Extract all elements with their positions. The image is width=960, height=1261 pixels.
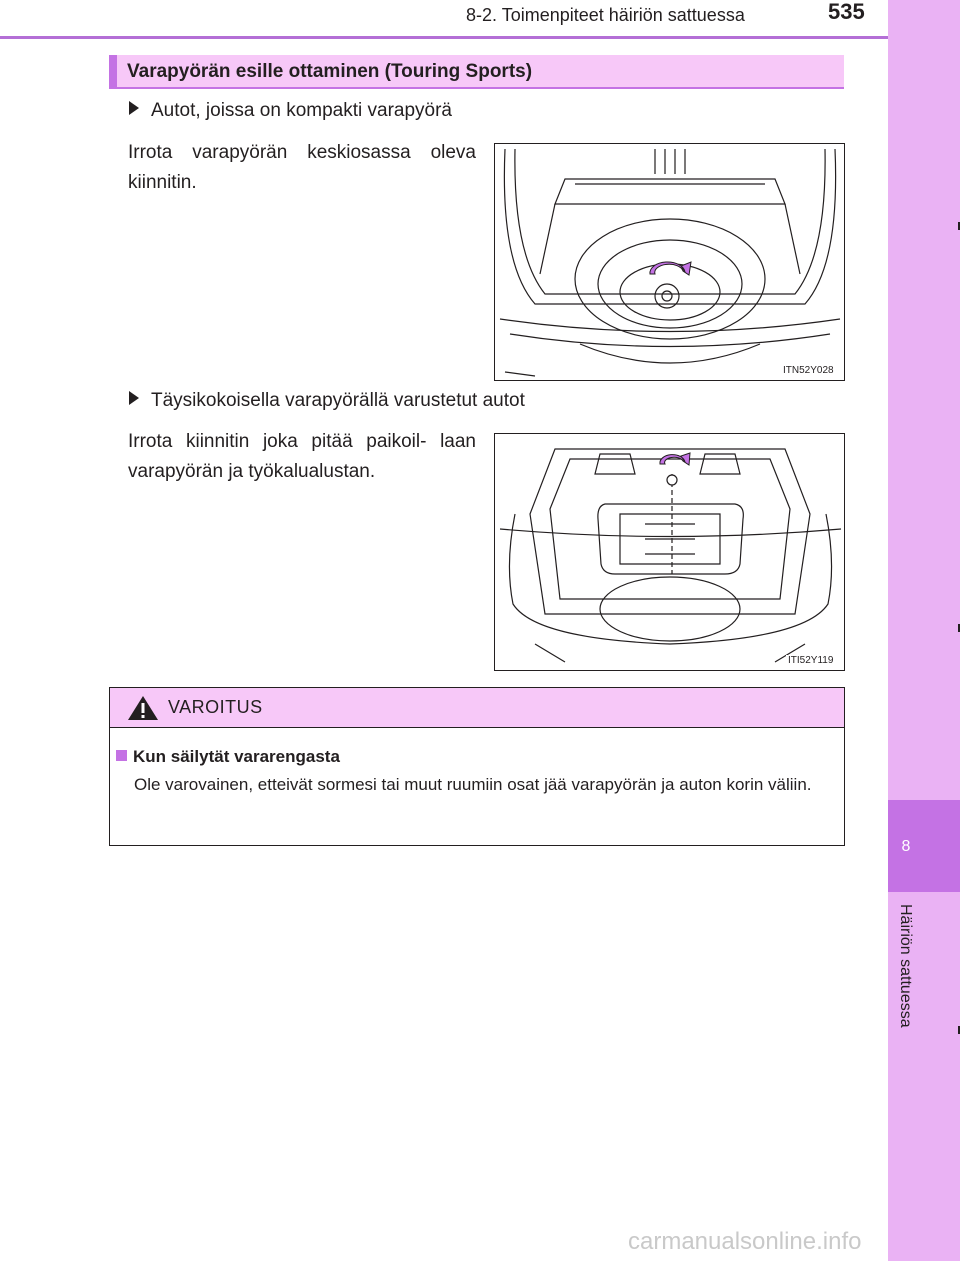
section-title-bar [109, 55, 844, 89]
warning-label: VAROITUS [168, 697, 263, 717]
warning-text: Ole varovainen, etteivät sormesi tai muut ruumiin osat jää varapyörän ja auton korin väliin. [134, 775, 812, 794]
triangle-bullet-icon [129, 101, 139, 115]
warning-header [110, 688, 844, 728]
warning-triangle-icon [127, 695, 159, 721]
warning-subheading [116, 747, 340, 767]
section-title-accent [109, 55, 117, 87]
triangle-bullet-icon [129, 391, 139, 405]
warning-box [109, 687, 845, 846]
page-number: 535 [828, 0, 865, 24]
instruction-text: Irrota kiinnitin joka pitää paikoil- laan varapyörän ja työkalualustan. [128, 431, 476, 482]
figure-code: ITI52Y119 [788, 655, 834, 666]
watermark: carmanualsonline.info [628, 1228, 862, 1255]
header-rule [0, 36, 888, 39]
instruction-text: Irrota varapyörän keskiosassa oleva kiinnitin. [128, 142, 476, 193]
trunk-fullsize-spare-illustration [495, 434, 845, 671]
figure-code: ITN52Y028 [783, 365, 834, 376]
warning-subheading-text: Kun säilytät vararengasta [133, 747, 340, 766]
side-tab-strip [888, 0, 960, 1261]
figure-compact-spare [494, 143, 845, 381]
bullet-text: Täysikokoisella varapyörällä varustetut autot [151, 390, 525, 411]
header-title: 8-2. Toimenpiteet häiriön sattuessa [466, 5, 745, 25]
square-bullet-icon [116, 750, 127, 761]
trunk-compact-spare-illustration [495, 144, 845, 381]
chapter-number: 8 [901, 838, 911, 855]
bullet-compact-spare [129, 100, 452, 122]
figure-fullsize-spare [494, 433, 845, 671]
chapter-title: Häiriön sattuessa [897, 904, 914, 1028]
section-title: Varapyörän esille ottaminen (Touring Sports) [127, 61, 533, 82]
bullet-text: Autot, joissa on kompakti varapyörä [151, 100, 452, 121]
bullet-fullsize-spare [129, 390, 525, 412]
